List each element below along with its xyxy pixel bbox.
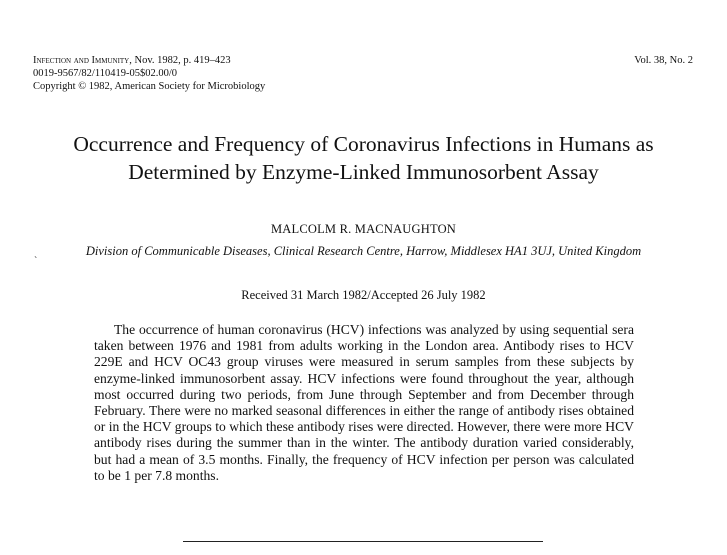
journal-header: [33, 54, 265, 93]
abstract-text: The occurrence of human coronavirus (HCV) infections was analyzed by using sequential sera taken between 1976 and 1981 from adults working in the London area. Antibody rises to HCV 229E and HCV OC43 group viruses were measured in serum samples from these subjects by enzyme-linked immunosorbent assay. HCV infections were found throughout the year, although most occurred during two periods, from June through September and from December through February. There were no marked seasonal differences in either the range of antibody rises obtained or in the HCV groups to which these antibody rises were directed. However, there were more HCV antibody rises during the summer than in the winter. The antibody duration varied considerably, but had a mean of 3.5 months. Finally, the frequency of HCV infection per person was calculated to be 1 per 7.8 months.: [94, 322, 634, 483]
author-affiliation: Division of Communicable Diseases, Clinical Research Centre, Harrow, Middlesex HA1 3UJ, United Kingdom: [85, 244, 642, 258]
journal-citation: [33, 54, 265, 67]
copyright-line: Copyright © 1982, American Society for Microbiology: [33, 81, 266, 92]
article-code: 0019-9567/82/110419-05$02.00/0: [33, 68, 177, 79]
abstract-paragraph: [94, 322, 634, 484]
issue-info: , Nov. 1982, p. 419–423: [129, 55, 231, 66]
author-name: MALCOLM R. MACNAUGHTON: [270, 222, 457, 236]
volume-info: Vol. 38, No. 2: [634, 55, 693, 66]
stray-mark: `: [34, 256, 38, 267]
journal-name: Infection and Immunity: [33, 55, 130, 66]
section-divider: [183, 541, 543, 542]
article-title: Occurrence and Frequency of Coronavirus Infections in Humans as Determined by Enzyme-Linked Immunosorbent Assay: [73, 132, 654, 184]
received-dates: Received 31 March 1982/Accepted 26 July 1982: [241, 288, 486, 302]
